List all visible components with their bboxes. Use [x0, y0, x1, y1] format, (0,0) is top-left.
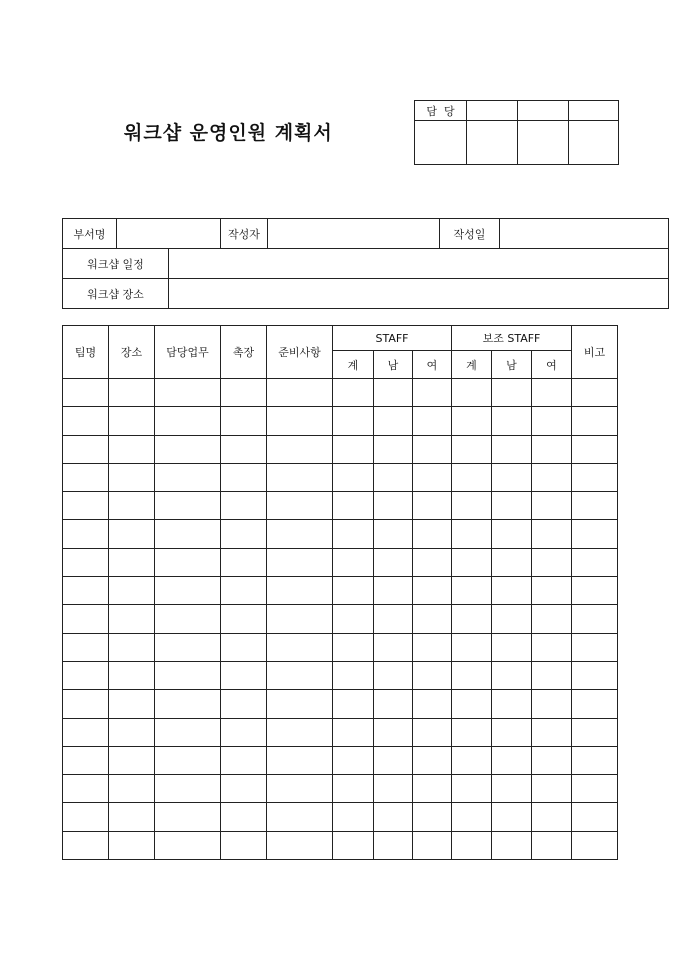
cell-sub-male[interactable]: [492, 831, 532, 859]
cell-sub-total[interactable]: [452, 548, 492, 576]
cell-place[interactable]: [109, 463, 155, 491]
cell-note[interactable]: [572, 831, 618, 859]
cell-duty[interactable]: [155, 407, 221, 435]
cell-staff-total[interactable]: [333, 803, 374, 831]
cell-chief[interactable]: [221, 746, 267, 774]
cell-staff-total[interactable]: [333, 379, 374, 407]
cell-prep[interactable]: [267, 690, 333, 718]
table-row: [63, 435, 618, 463]
cell-team[interactable]: [63, 661, 109, 689]
cell-staff-total[interactable]: [333, 463, 374, 491]
cell-chief[interactable]: [221, 379, 267, 407]
cell-staff-total[interactable]: [333, 633, 374, 661]
table-row: [63, 746, 618, 774]
cell-prep[interactable]: [267, 605, 333, 633]
cell-duty[interactable]: [155, 718, 221, 746]
header-note: 비고: [572, 326, 618, 379]
header-team: 팀명: [63, 326, 109, 379]
cell-sub-female[interactable]: [532, 633, 572, 661]
cell-note[interactable]: [572, 690, 618, 718]
cell-sub-female[interactable]: [532, 548, 572, 576]
cell-sub-female[interactable]: [532, 605, 572, 633]
cell-note[interactable]: [572, 548, 618, 576]
cell-staff-total[interactable]: [333, 435, 374, 463]
cell-duty[interactable]: [155, 492, 221, 520]
cell-chief[interactable]: [221, 577, 267, 605]
cell-staff-male[interactable]: [374, 492, 413, 520]
cell-sub-total[interactable]: [452, 746, 492, 774]
cell-note[interactable]: [572, 407, 618, 435]
header-staff-female: 여: [413, 351, 452, 379]
date-field[interactable]: [500, 219, 669, 249]
header-prep: 준비사항: [267, 326, 333, 379]
cell-chief[interactable]: [221, 718, 267, 746]
table-row: [63, 718, 618, 746]
cell-sub-total[interactable]: [452, 379, 492, 407]
cell-duty[interactable]: [155, 661, 221, 689]
table-row: [63, 407, 618, 435]
cell-note[interactable]: [572, 775, 618, 803]
cell-staff-total[interactable]: [333, 605, 374, 633]
cell-chief[interactable]: [221, 463, 267, 491]
cell-staff-female[interactable]: [413, 407, 452, 435]
cell-duty[interactable]: [155, 775, 221, 803]
cell-note[interactable]: [572, 605, 618, 633]
cell-sub-male[interactable]: [492, 577, 532, 605]
table-row: [63, 775, 618, 803]
cell-sub-male[interactable]: [492, 605, 532, 633]
cell-prep[interactable]: [267, 633, 333, 661]
cell-prep[interactable]: [267, 661, 333, 689]
table-row: [63, 633, 618, 661]
cell-note[interactable]: [572, 379, 618, 407]
cell-chief[interactable]: [221, 435, 267, 463]
cell-place[interactable]: [109, 661, 155, 689]
cell-note[interactable]: [572, 661, 618, 689]
cell-team[interactable]: [63, 831, 109, 859]
header-sub-female: 여: [532, 351, 572, 379]
cell-staff-total[interactable]: [333, 746, 374, 774]
cell-chief[interactable]: [221, 831, 267, 859]
cell-staff-male[interactable]: [374, 690, 413, 718]
cell-team[interactable]: [63, 492, 109, 520]
cell-place[interactable]: [109, 605, 155, 633]
cell-sub-total[interactable]: [452, 633, 492, 661]
cell-team[interactable]: [63, 746, 109, 774]
cell-prep[interactable]: [267, 577, 333, 605]
approval-sign-cell[interactable]: [415, 121, 467, 165]
cell-staff-male[interactable]: [374, 831, 413, 859]
cell-note[interactable]: [572, 520, 618, 548]
cell-sub-male[interactable]: [492, 492, 532, 520]
header-chief: 촉장: [221, 326, 267, 379]
cell-sub-male[interactable]: [492, 803, 532, 831]
cell-staff-male[interactable]: [374, 379, 413, 407]
approval-header-cell[interactable]: [518, 101, 569, 121]
cell-place[interactable]: [109, 435, 155, 463]
cell-staff-female[interactable]: [413, 463, 452, 491]
cell-staff-total[interactable]: [333, 661, 374, 689]
cell-prep[interactable]: [267, 718, 333, 746]
cell-sub-female[interactable]: [532, 577, 572, 605]
cell-sub-male[interactable]: [492, 379, 532, 407]
cell-place[interactable]: [109, 577, 155, 605]
approval-label: 담 당: [415, 101, 467, 121]
cell-place[interactable]: [109, 407, 155, 435]
cell-note[interactable]: [572, 718, 618, 746]
cell-staff-male[interactable]: [374, 548, 413, 576]
cell-sub-female[interactable]: [532, 492, 572, 520]
cell-sub-male[interactable]: [492, 435, 532, 463]
cell-staff-female[interactable]: [413, 775, 452, 803]
cell-staff-total[interactable]: [333, 831, 374, 859]
cell-sub-total[interactable]: [452, 803, 492, 831]
cell-staff-female[interactable]: [413, 520, 452, 548]
cell-place[interactable]: [109, 492, 155, 520]
table-row: [63, 577, 618, 605]
cell-place[interactable]: [109, 379, 155, 407]
cell-sub-male[interactable]: [492, 633, 532, 661]
cell-sub-female[interactable]: [532, 463, 572, 491]
cell-team[interactable]: [63, 407, 109, 435]
cell-duty[interactable]: [155, 379, 221, 407]
cell-staff-female[interactable]: [413, 831, 452, 859]
table-row: [63, 379, 618, 407]
cell-duty[interactable]: [155, 463, 221, 491]
cell-chief[interactable]: [221, 775, 267, 803]
cell-note[interactable]: [572, 435, 618, 463]
cell-duty[interactable]: [155, 605, 221, 633]
cell-staff-female[interactable]: [413, 379, 452, 407]
cell-duty[interactable]: [155, 746, 221, 774]
cell-sub-total[interactable]: [452, 718, 492, 746]
approval-header-cell[interactable]: [569, 101, 619, 121]
cell-sub-male[interactable]: [492, 690, 532, 718]
table-row: [63, 520, 618, 548]
cell-sub-female[interactable]: [532, 831, 572, 859]
cell-staff-female[interactable]: [413, 803, 452, 831]
cell-sub-female[interactable]: [532, 803, 572, 831]
approval-sign-cell[interactable]: [569, 121, 619, 165]
cell-chief[interactable]: [221, 492, 267, 520]
cell-prep[interactable]: [267, 746, 333, 774]
approval-header-cell[interactable]: [467, 101, 518, 121]
cell-place[interactable]: [109, 746, 155, 774]
cell-team[interactable]: [63, 803, 109, 831]
cell-staff-female[interactable]: [413, 605, 452, 633]
cell-duty[interactable]: [155, 577, 221, 605]
cell-team[interactable]: [63, 633, 109, 661]
cell-sub-male[interactable]: [492, 463, 532, 491]
cell-note[interactable]: [572, 633, 618, 661]
table-row: [63, 605, 618, 633]
cell-team[interactable]: [63, 775, 109, 803]
cell-duty[interactable]: [155, 548, 221, 576]
cell-staff-female[interactable]: [413, 661, 452, 689]
table-row: [63, 803, 618, 831]
cell-team[interactable]: [63, 463, 109, 491]
cell-staff-total[interactable]: [333, 407, 374, 435]
cell-staff-total[interactable]: [333, 577, 374, 605]
dept-label: 부서명: [63, 219, 117, 249]
cell-note[interactable]: [572, 803, 618, 831]
author-label: 작성자: [221, 219, 268, 249]
cell-staff-total[interactable]: [333, 492, 374, 520]
cell-place[interactable]: [109, 548, 155, 576]
cell-team[interactable]: [63, 520, 109, 548]
cell-sub-female[interactable]: [532, 407, 572, 435]
cell-staff-female[interactable]: [413, 746, 452, 774]
cell-chief[interactable]: [221, 690, 267, 718]
cell-note[interactable]: [572, 492, 618, 520]
cell-staff-male[interactable]: [374, 577, 413, 605]
info-table: [62, 218, 669, 309]
cell-team[interactable]: [63, 605, 109, 633]
cell-prep[interactable]: [267, 463, 333, 491]
cell-sub-total[interactable]: [452, 435, 492, 463]
header-staff: STAFF: [333, 326, 452, 351]
cell-duty[interactable]: [155, 520, 221, 548]
cell-place[interactable]: [109, 775, 155, 803]
cell-prep[interactable]: [267, 379, 333, 407]
cell-staff-male[interactable]: [374, 463, 413, 491]
table-row: [63, 661, 618, 689]
cell-duty[interactable]: [155, 435, 221, 463]
cell-staff-male[interactable]: [374, 520, 413, 548]
cell-team[interactable]: [63, 548, 109, 576]
cell-staff-total[interactable]: [333, 718, 374, 746]
cell-sub-total[interactable]: [452, 775, 492, 803]
cell-duty[interactable]: [155, 831, 221, 859]
cell-duty[interactable]: [155, 690, 221, 718]
cell-staff-male[interactable]: [374, 435, 413, 463]
cell-staff-female[interactable]: [413, 577, 452, 605]
cell-staff-female[interactable]: [413, 435, 452, 463]
place-label: 워크샵 장소: [63, 279, 169, 309]
header-duty: 담당업무: [155, 326, 221, 379]
cell-team[interactable]: [63, 690, 109, 718]
author-field[interactable]: [268, 219, 440, 249]
header-sub-total: 계: [452, 351, 492, 379]
table-row: [63, 831, 618, 859]
header-sub-male: 남: [492, 351, 532, 379]
cell-team[interactable]: [63, 577, 109, 605]
approval-box: [414, 100, 619, 165]
cell-staff-female[interactable]: [413, 690, 452, 718]
cell-note[interactable]: [572, 577, 618, 605]
cell-chief[interactable]: [221, 661, 267, 689]
cell-staff-female[interactable]: [413, 718, 452, 746]
cell-sub-female[interactable]: [532, 718, 572, 746]
cell-staff-male[interactable]: [374, 718, 413, 746]
cell-staff-male[interactable]: [374, 803, 413, 831]
cell-staff-male[interactable]: [374, 407, 413, 435]
cell-prep[interactable]: [267, 492, 333, 520]
cell-sub-female[interactable]: [532, 746, 572, 774]
approval-sign-cell[interactable]: [467, 121, 518, 165]
cell-sub-total[interactable]: [452, 577, 492, 605]
cell-team[interactable]: [63, 379, 109, 407]
cell-sub-female[interactable]: [532, 661, 572, 689]
header-staff-male: 남: [374, 351, 413, 379]
cell-prep[interactable]: [267, 803, 333, 831]
cell-sub-total[interactable]: [452, 661, 492, 689]
cell-sub-female[interactable]: [532, 775, 572, 803]
table-row: [63, 548, 618, 576]
cell-chief[interactable]: [221, 803, 267, 831]
cell-team[interactable]: [63, 435, 109, 463]
date-label: 작성일: [440, 219, 500, 249]
cell-chief[interactable]: [221, 407, 267, 435]
cell-sub-total[interactable]: [452, 492, 492, 520]
cell-staff-female[interactable]: [413, 633, 452, 661]
header-place: 장소: [109, 326, 155, 379]
cell-sub-female[interactable]: [532, 379, 572, 407]
cell-prep[interactable]: [267, 520, 333, 548]
table-row: [63, 463, 618, 491]
cell-staff-male[interactable]: [374, 746, 413, 774]
cell-sub-male[interactable]: [492, 746, 532, 774]
cell-place[interactable]: [109, 803, 155, 831]
cell-note[interactable]: [572, 463, 618, 491]
cell-staff-total[interactable]: [333, 520, 374, 548]
cell-prep[interactable]: [267, 548, 333, 576]
cell-prep[interactable]: [267, 435, 333, 463]
cell-staff-female[interactable]: [413, 548, 452, 576]
cell-sub-total[interactable]: [452, 605, 492, 633]
cell-staff-female[interactable]: [413, 492, 452, 520]
cell-sub-female[interactable]: [532, 520, 572, 548]
cell-team[interactable]: [63, 718, 109, 746]
cell-sub-female[interactable]: [532, 435, 572, 463]
cell-place[interactable]: [109, 520, 155, 548]
cell-sub-total[interactable]: [452, 407, 492, 435]
dept-field[interactable]: [117, 219, 221, 249]
cell-chief[interactable]: [221, 605, 267, 633]
cell-place[interactable]: [109, 690, 155, 718]
cell-sub-female[interactable]: [532, 690, 572, 718]
cell-sub-male[interactable]: [492, 661, 532, 689]
cell-staff-total[interactable]: [333, 548, 374, 576]
cell-prep[interactable]: [267, 831, 333, 859]
cell-staff-male[interactable]: [374, 605, 413, 633]
page-title: 워크샵 운영인원 계획서: [124, 122, 333, 144]
header-staff-total: 계: [333, 351, 374, 379]
staff-plan-table: [62, 325, 618, 860]
cell-prep[interactable]: [267, 407, 333, 435]
cell-note[interactable]: [572, 746, 618, 774]
cell-staff-male[interactable]: [374, 633, 413, 661]
cell-staff-total[interactable]: [333, 690, 374, 718]
cell-sub-male[interactable]: [492, 407, 532, 435]
cell-duty[interactable]: [155, 803, 221, 831]
cell-staff-total[interactable]: [333, 775, 374, 803]
cell-sub-total[interactable]: [452, 831, 492, 859]
cell-prep[interactable]: [267, 775, 333, 803]
schedule-field[interactable]: [169, 249, 669, 279]
cell-sub-total[interactable]: [452, 463, 492, 491]
table-row: [63, 492, 618, 520]
cell-chief[interactable]: [221, 548, 267, 576]
schedule-label: 워크샵 일정: [63, 249, 169, 279]
cell-sub-total[interactable]: [452, 520, 492, 548]
cell-place[interactable]: [109, 633, 155, 661]
place-field[interactable]: [169, 279, 669, 309]
cell-duty[interactable]: [155, 633, 221, 661]
cell-sub-male[interactable]: [492, 718, 532, 746]
cell-sub-male[interactable]: [492, 775, 532, 803]
approval-sign-cell[interactable]: [518, 121, 569, 165]
cell-sub-total[interactable]: [452, 690, 492, 718]
table-row: [63, 690, 618, 718]
cell-place[interactable]: [109, 718, 155, 746]
cell-staff-male[interactable]: [374, 661, 413, 689]
cell-chief[interactable]: [221, 633, 267, 661]
cell-sub-male[interactable]: [492, 548, 532, 576]
cell-place[interactable]: [109, 831, 155, 859]
header-sub-staff: 보조 STAFF: [452, 326, 572, 351]
cell-staff-male[interactable]: [374, 775, 413, 803]
cell-sub-male[interactable]: [492, 520, 532, 548]
cell-chief[interactable]: [221, 520, 267, 548]
